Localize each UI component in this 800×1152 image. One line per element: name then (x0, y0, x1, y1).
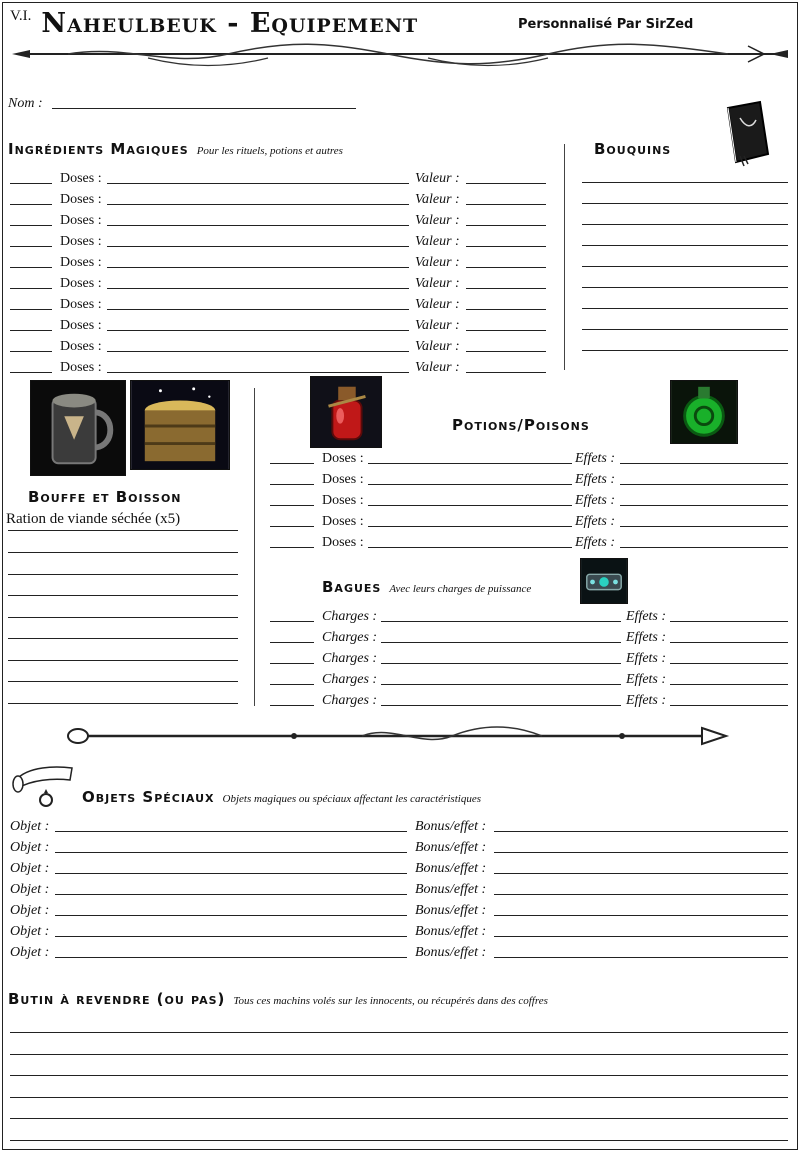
bouffe-field[interactable] (8, 552, 238, 553)
bouffe-field[interactable] (8, 530, 238, 531)
ingredient-name-field[interactable] (107, 246, 409, 247)
ingredient-qty-field[interactable] (10, 351, 52, 352)
bouquin-field[interactable] (582, 287, 788, 288)
bagues-title (322, 578, 531, 596)
ring-qty-field[interactable] (270, 642, 314, 643)
ingredient-valeur-field[interactable] (466, 288, 546, 289)
potion-dose-label: Doses : (322, 535, 364, 550)
ingredients-title (8, 140, 343, 158)
potion-qty-field[interactable] (270, 526, 314, 527)
ingredient-name-field[interactable] (107, 267, 409, 268)
ingredient-qty-field[interactable] (10, 288, 52, 289)
ingredient-valeur-label: Valeur : (415, 276, 460, 291)
objet-bonus-label: Bonus/effet : (415, 903, 487, 918)
ingredient-valeur-label: Valeur : (415, 339, 460, 354)
ingredient-valeur-label: Valeur : (415, 297, 460, 312)
ingredient-valeur-field[interactable] (466, 372, 546, 373)
objet-bonus-label: Bonus/effet : (415, 861, 487, 876)
potion-name-field[interactable] (368, 505, 572, 506)
bouquin-field[interactable] (582, 308, 788, 309)
scroll-icon (8, 758, 76, 810)
objet-bonus-label: Bonus/effet : (415, 945, 487, 960)
ring-effets-label: Effets : (626, 672, 667, 687)
objets-desc: Objets magiques ou spéciaux affectant les caractéristiques (222, 793, 481, 805)
ingredient-qty-field[interactable] (10, 246, 52, 247)
ingredient-qty-field[interactable] (10, 309, 52, 310)
potion-qty-field[interactable] (270, 547, 314, 548)
ring-charges-label: Charges : (322, 672, 378, 687)
page-title (10, 8, 418, 39)
bouquin-field[interactable] (582, 182, 788, 183)
potion-effets-field[interactable] (620, 505, 788, 506)
ingredient-valeur-field[interactable] (466, 330, 546, 331)
objet-field[interactable] (55, 852, 407, 853)
butin-field[interactable] (10, 1032, 788, 1033)
sheet-border (2, 2, 798, 1150)
objet-field[interactable] (55, 936, 407, 937)
potion-effets-field[interactable] (620, 547, 788, 548)
butin-field[interactable] (10, 1075, 788, 1076)
ring-icon (580, 558, 628, 604)
butin-field[interactable] (10, 1054, 788, 1055)
ingredient-dose-label: Doses : (60, 318, 102, 333)
ingredient-name-field[interactable] (107, 351, 409, 352)
potion-dose-label: Doses : (322, 514, 364, 529)
ingredient-valeur-field[interactable] (466, 309, 546, 310)
butin-field[interactable] (10, 1118, 788, 1119)
objet-label: Objet : (10, 840, 50, 855)
ingredient-dose-label: Doses : (60, 276, 102, 291)
ingredient-dose-label: Doses : (60, 171, 102, 186)
nom-label: Nom : (8, 96, 43, 111)
potion-qty-field[interactable] (270, 505, 314, 506)
potion-name-field[interactable] (368, 526, 572, 527)
ingredient-valeur-field[interactable] (466, 267, 546, 268)
potion-name-field[interactable] (368, 463, 572, 464)
bouffe-field[interactable] (8, 660, 238, 661)
bouffe-field[interactable] (8, 703, 238, 704)
ingredient-dose-label: Doses : (60, 297, 102, 312)
bagues-title-text: Bagues (322, 578, 382, 596)
ingredient-dose-label: Doses : (60, 255, 102, 270)
bouffe-field[interactable] (8, 638, 238, 639)
objet-bonus-label: Bonus/effet : (415, 882, 487, 897)
ring-name-field[interactable] (381, 705, 621, 706)
green-poison-icon (670, 380, 738, 444)
ring-qty-field[interactable] (270, 705, 314, 706)
ingredient-valeur-field[interactable] (466, 183, 546, 184)
bouquin-field[interactable] (582, 245, 788, 246)
bouquin-field[interactable] (582, 350, 788, 351)
ring-charges-label: Charges : (322, 693, 378, 708)
potion-name-field[interactable] (368, 484, 572, 485)
potion-effets-field[interactable] (620, 463, 788, 464)
title-text: Naheulbeuk - Equipement (41, 8, 419, 39)
ingredient-name-field[interactable] (107, 330, 409, 331)
bouquins-title: Bouquins (594, 140, 672, 158)
ingredient-name-field[interactable] (107, 288, 409, 289)
ring-effets-field[interactable] (670, 621, 788, 622)
ingredients-title-text: Ingrédients Magiques (8, 140, 189, 158)
potion-dose-label: Doses : (322, 493, 364, 508)
potion-qty-field[interactable] (270, 484, 314, 485)
objet-bonus-field[interactable] (494, 852, 788, 853)
ring-name-field[interactable] (381, 621, 621, 622)
divider-vertical (564, 144, 565, 370)
ingredient-name-field[interactable] (107, 183, 409, 184)
ring-name-field[interactable] (381, 663, 621, 664)
objet-field[interactable] (55, 894, 407, 895)
subtitle: Personnalisé Par SirZed (518, 17, 694, 32)
ingredient-qty-field[interactable] (10, 267, 52, 268)
ring-effets-label: Effets : (626, 609, 667, 624)
ingredient-qty-field[interactable] (10, 183, 52, 184)
ingredient-name-field[interactable] (107, 225, 409, 226)
objet-label: Objet : (10, 945, 50, 960)
ring-name-field[interactable] (381, 684, 621, 685)
tankard-icon (30, 380, 126, 476)
nom-field[interactable] (52, 108, 356, 109)
bouquin-field[interactable] (582, 203, 788, 204)
objet-bonus-label: Bonus/effet : (415, 840, 487, 855)
objet-bonus-label: Bonus/effet : (415, 924, 487, 939)
ingredient-valeur-label: Valeur : (415, 213, 460, 228)
ring-effets-field[interactable] (670, 663, 788, 664)
bouffe-field[interactable] (8, 681, 238, 682)
staff-ornament (8, 42, 792, 70)
ring-effets-field[interactable] (670, 642, 788, 643)
objet-field[interactable] (55, 915, 407, 916)
ingredient-extra-field[interactable] (348, 372, 408, 373)
objet-label: Objet : (10, 903, 50, 918)
gold-chest-icon (130, 380, 230, 470)
ring-effets-field[interactable] (670, 684, 788, 685)
ingredient-dose-label: Doses : (60, 339, 102, 354)
objet-label: Objet : (10, 861, 50, 876)
ring-effets-label: Effets : (626, 651, 667, 666)
red-potion-icon (310, 376, 382, 448)
ring-effets-label: Effets : (626, 693, 667, 708)
objet-label: Objet : (10, 924, 50, 939)
butin-title (8, 990, 548, 1008)
butin-desc: Tous ces machins volés sur les innocents, ou récupérés dans des coffres (233, 995, 548, 1007)
bouquin-field[interactable] (582, 329, 788, 330)
ring-qty-field[interactable] (270, 621, 314, 622)
potion-effets-label: Effets : (575, 472, 616, 487)
ingredient-valeur-label: Valeur : (415, 234, 460, 249)
ingredient-name-field[interactable] (107, 204, 409, 205)
ingredient-valeur-field[interactable] (466, 246, 546, 247)
potion-effets-field[interactable] (620, 526, 788, 527)
potion-effets-label: Effets : (575, 451, 616, 466)
ring-effets-label: Effets : (626, 630, 667, 645)
ring-charges-label: Charges : (322, 651, 378, 666)
ingredient-qty-field[interactable] (10, 372, 52, 373)
ingredient-valeur-label: Valeur : (415, 360, 460, 375)
ring-qty-field[interactable] (270, 684, 314, 685)
ingredient-dose-label: Doses : (60, 234, 102, 249)
ingredient-qty-field[interactable] (10, 225, 52, 226)
staff-divider (62, 724, 734, 752)
bouffe-item-1[interactable]: Ration de viande séchée (x5) (6, 511, 181, 527)
potion-effets-label: Effets : (575, 514, 616, 529)
objet-bonus-label: Bonus/effet : (415, 819, 487, 834)
objets-title-text: Objets Spéciaux (82, 788, 215, 806)
book-icon (720, 98, 774, 168)
objet-field[interactable] (55, 873, 407, 874)
ingredient-qty-field[interactable] (10, 204, 52, 205)
butin-title-text: Butin à revendre (ou pas) (8, 990, 226, 1008)
objet-bonus-field[interactable] (494, 873, 788, 874)
ingredient-valeur-field[interactable] (466, 204, 546, 205)
bouquin-field[interactable] (582, 266, 788, 267)
objets-title (82, 788, 481, 806)
potion-effets-field[interactable] (620, 484, 788, 485)
butin-field[interactable] (10, 1097, 788, 1098)
ingredient-qty-field[interactable] (10, 330, 52, 331)
ingredient-valeur-field[interactable] (466, 351, 546, 352)
potion-dose-label: Doses : (322, 451, 364, 466)
ring-charges-label: Charges : (322, 609, 378, 624)
objet-bonus-field[interactable] (494, 894, 788, 895)
ingredient-valeur-field[interactable] (466, 225, 546, 226)
version-label: V.I. (10, 8, 32, 24)
ingredient-valeur-label: Valeur : (415, 192, 460, 207)
bouffe-field[interactable] (8, 595, 238, 596)
objet-bonus-field[interactable] (494, 957, 788, 958)
objet-field[interactable] (55, 957, 407, 958)
ingredients-desc: Pour les rituels, potions et autres (196, 145, 343, 157)
ring-effets-field[interactable] (670, 705, 788, 706)
potion-dose-label: Doses : (322, 472, 364, 487)
potion-name-field[interactable] (368, 547, 572, 548)
potion-effets-label: Effets : (575, 535, 616, 550)
divider-vertical-2 (254, 388, 255, 706)
ingredient-valeur-label: Valeur : (415, 318, 460, 333)
bagues-desc: Avec leurs charges de puissance (389, 583, 532, 595)
ring-charges-label: Charges : (322, 630, 378, 645)
objet-label: Objet : (10, 882, 50, 897)
objet-label: Objet : (10, 819, 50, 834)
objet-bonus-field[interactable] (494, 831, 788, 832)
ingredient-dose-label: Doses : (60, 360, 102, 375)
bouffe-field[interactable] (8, 574, 238, 575)
objet-field[interactable] (55, 831, 407, 832)
ingredient-dose-label: Doses : (60, 213, 102, 228)
ring-name-field[interactable] (381, 642, 621, 643)
ring-qty-field[interactable] (270, 663, 314, 664)
ingredient-valeur-label: Valeur : (415, 171, 460, 186)
bouquin-field[interactable] (582, 224, 788, 225)
bouffe-title: Bouffe et Boisson (28, 488, 182, 506)
bouffe-field[interactable] (8, 617, 238, 618)
ingredient-valeur-label: Valeur : (415, 255, 460, 270)
butin-field[interactable] (10, 1140, 788, 1141)
ingredient-dose-label: Doses : (60, 192, 102, 207)
objet-bonus-field[interactable] (494, 936, 788, 937)
objet-bonus-field[interactable] (494, 915, 788, 916)
potion-qty-field[interactable] (270, 463, 314, 464)
potion-effets-label: Effets : (575, 493, 616, 508)
ingredient-name-field[interactable] (107, 309, 409, 310)
potions-title: Potions/Poisons (452, 416, 590, 434)
